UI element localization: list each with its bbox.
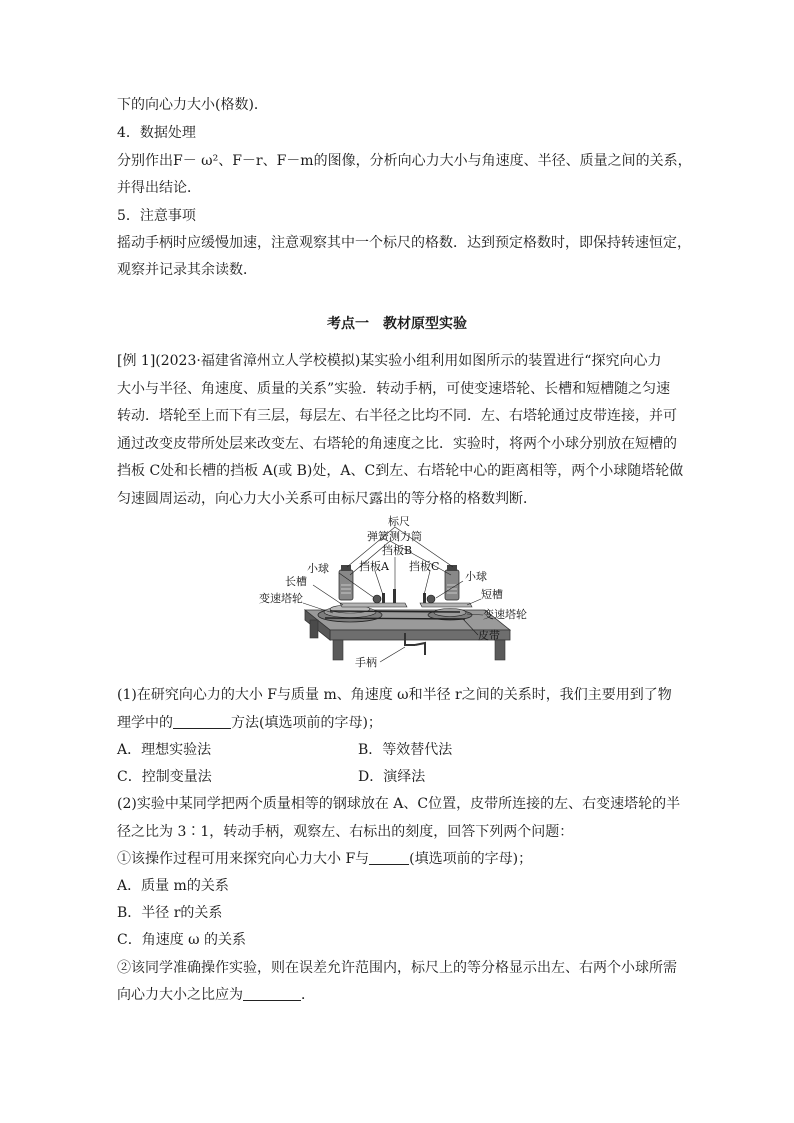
pulley-left	[318, 605, 382, 622]
q1-option-b: B．等效替代法	[358, 742, 453, 758]
example-line-4: 通过改变皮带所处层来改变左、右塔轮的角速度之比．实验时，将两个小球分别放在短槽的	[117, 436, 677, 452]
spring-tube-right	[445, 565, 459, 600]
long-groove	[340, 603, 407, 607]
heading-notes: 5．注意事项	[117, 208, 196, 224]
q2-sub2-text-after-blank: ．	[301, 987, 315, 1003]
label-long-groove: 长槽	[285, 575, 307, 588]
q1-line-2	[117, 713, 382, 733]
q1-option-a: A．理想实验法	[117, 742, 212, 758]
q2-sub2-text-before-blank: 向心力大小之比应为	[117, 987, 243, 1003]
notes-text-1: 摇动手柄时应缓慢加速，注意观察其中一个标尺的格数．达到预定格数时，即保持转速恒定，	[117, 235, 691, 251]
q1-option-d: D．演绎法	[358, 769, 426, 785]
label-baffle-a: 挡板A	[359, 560, 389, 573]
q1-line-1: (1)在研究向心力的大小 F与质量 m、角速度 ω和半径 r之间的关系时，我们主要用到了物	[117, 687, 672, 703]
spring-tube-left	[339, 565, 353, 600]
data-processing-text-1: 分别作出F－ ω²、F－r、F－m的图像，分析向心力大小与角速度、半径、质量之间的关系，	[117, 153, 692, 169]
example-text-1: (2023·福建省漳州立人学校模拟)某实验小组利用如图所示的装置进行“探究向心力	[155, 353, 662, 369]
q2-line-2: 径之比为 3∶1，转动手柄，观察左、右标出的刻度，回答下列两个问题：	[117, 824, 574, 840]
section-title: 考点一 教材原型实验	[327, 316, 467, 332]
q2-sub2-answer-blank	[243, 986, 301, 1001]
label-spring-tube: 弹簧测力筒	[367, 530, 422, 543]
q1-option-c: C．控制变量法	[117, 769, 212, 785]
q2-sub2-line-2	[117, 985, 315, 1005]
label-baffle-b: 挡板B	[382, 544, 413, 557]
q2-option-a: A．质量 m的关系	[117, 878, 229, 894]
label-handle: 手柄	[355, 656, 377, 669]
example-line-1	[117, 351, 661, 371]
q2-option-c: C．角速度 ω 的关系	[117, 932, 247, 948]
intro-line-1: 下的向心力大小(格数)．	[117, 97, 268, 113]
q1-answer-blank	[173, 714, 231, 729]
q1-text-after-blank: 方法(填选项前的字母)；	[231, 715, 382, 731]
label-belt: 皮带	[478, 629, 500, 642]
q2-line-1: (2)实验中某同学把两个质量相等的钢球放在 A、C位置，皮带所连接的左、右变速塔轮的半	[117, 796, 681, 812]
label-short-groove: 短槽	[481, 588, 503, 601]
ball-right	[427, 595, 435, 603]
baffle-b	[393, 589, 396, 603]
example-line-2: 大小与半径、角速度、质量的关系”实验．转动手柄，可使变速塔轮、长槽和短槽随之匀速	[117, 381, 671, 397]
baffle-a	[382, 593, 385, 603]
data-processing-text-2: 并得出结论．	[117, 180, 201, 196]
baffle-c	[423, 593, 426, 603]
q2-sub1-text-before-blank: ①该操作过程可用来探究向心力大小 F与	[117, 851, 370, 867]
example-line-3: 转动．塔轮至上而下有三层，每层左、右半径之比均不同．左、右塔轮通过皮带连接，并可	[117, 408, 677, 424]
example-line-6: 匀速圆周运动，向心力大小关系可由标尺露出的等分格的格数判断．	[117, 491, 537, 507]
heading-data-processing: 4．数据处理	[117, 125, 196, 141]
short-groove	[420, 603, 472, 607]
label-ball-left: 小球	[307, 562, 329, 575]
notes-text-2: 观察并记录其余读数．	[117, 262, 257, 278]
example-tag: [例 1]	[117, 353, 156, 369]
centripetal-force-apparatus-figure	[255, 515, 555, 677]
q2-sub1-line	[117, 849, 532, 869]
q2-option-b: B．半径 r的关系	[117, 905, 223, 921]
q2-sub2-line-1: ②该同学准确操作实验，则在误差允许范围内，标尺上的等分格显示出左、右两个小球所需	[117, 960, 677, 976]
q2-sub1-text-after-blank: (填选项前的字母)；	[409, 851, 533, 867]
example-line-5: 挡板 C处和长槽的挡板 A(或 B)处，A、C到左、右塔轮中心的距离相等，两个小球随塔轮做	[117, 463, 684, 479]
label-baffle-c: 挡板C	[409, 560, 440, 573]
label-pulley-right: 变速塔轮	[483, 608, 527, 621]
q1-text-before-blank: 理学中的	[117, 715, 173, 731]
label-pulley-left: 变速塔轮	[259, 592, 303, 605]
ball-left	[373, 595, 381, 603]
label-ruler: 标尺	[388, 515, 410, 528]
q2-sub1-answer-blank	[369, 850, 409, 865]
label-ball-right: 小球	[465, 570, 487, 583]
